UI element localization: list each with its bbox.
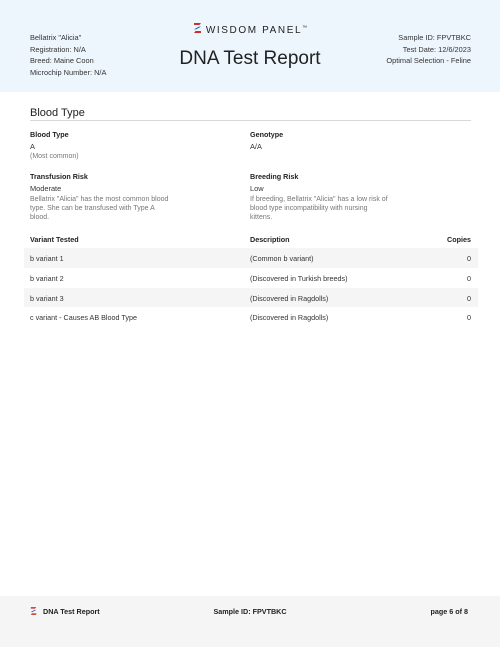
breeding-risk-value: Low xyxy=(250,184,264,193)
note-line: type. She can be transfused with Type A xyxy=(30,205,155,212)
pet-name: Bellatrix "Alicia" xyxy=(30,33,82,42)
table-row xyxy=(24,288,478,308)
breeding-risk-note xyxy=(250,195,388,222)
variant-column-header: Variant Tested xyxy=(30,235,79,244)
note-line: Bellatrix "Alicia" has the most common blood xyxy=(30,196,169,203)
section-divider xyxy=(30,120,471,121)
variant-cell: c variant - Causes AB Blood Type xyxy=(30,313,137,322)
description-cell: (Discovered in Ragdolls) xyxy=(250,293,329,303)
copies-cell: 0 xyxy=(467,254,471,263)
table-row xyxy=(24,307,478,327)
trademark-symbol: ™ xyxy=(302,25,308,31)
genotype-value: A/A xyxy=(250,142,262,151)
copies-cell: 0 xyxy=(467,274,471,283)
transfusion-risk-value: Moderate xyxy=(30,184,62,193)
copies-cell: 0 xyxy=(467,313,471,322)
table-row xyxy=(24,248,478,268)
pet-registration: Registration: N/A xyxy=(30,44,86,54)
variant-cell: b variant 2 xyxy=(30,274,64,283)
report-title: DNA Test Report xyxy=(179,48,321,69)
pet-microchip: Microchip Number: N/A xyxy=(30,67,107,77)
footer-title: DNA Test Report xyxy=(43,607,100,616)
blood-type-note: (Most common) xyxy=(30,153,79,160)
report-header xyxy=(0,0,500,92)
note-line: If breeding, Bellatrix "Alicia" has a low risk of xyxy=(250,196,388,203)
note-line: blood type incompatibility with nursing xyxy=(250,205,368,212)
page-number: page 6 of 8 xyxy=(430,607,468,616)
copies-column-header: Copies xyxy=(447,235,471,244)
transfusion-risk-note xyxy=(30,195,168,222)
section-title: Blood Type xyxy=(30,107,85,119)
wisdom-panel-logo-icon xyxy=(193,23,202,36)
description-cell: (Discovered in Ragdolls) xyxy=(250,313,329,322)
sample-info xyxy=(386,32,471,67)
blood-type-value: A xyxy=(30,142,35,151)
footer-sample-id: Sample ID: FPVTBKC xyxy=(213,607,287,616)
variant-cell: b variant 3 xyxy=(30,293,64,303)
blood-type-label: Blood Type xyxy=(30,130,69,139)
report-footer xyxy=(0,596,500,647)
copies-cell: 0 xyxy=(467,293,471,303)
pet-breed: Breed: Maine Coon xyxy=(30,56,94,66)
description-cell: (Common b variant) xyxy=(250,254,314,263)
note-line: blood. xyxy=(30,214,50,221)
genotype-label: Genotype xyxy=(250,130,284,139)
note-line: kittens. xyxy=(250,214,273,221)
brand-name: WISDOM PANEL xyxy=(205,25,303,37)
breeding-risk-label: Breeding Risk xyxy=(250,172,299,181)
sample-id: Sample ID: FPVTBKC xyxy=(398,33,471,42)
variant-cell: b variant 1 xyxy=(30,254,64,263)
test-selection: Optimal Selection - Feline xyxy=(386,56,471,66)
test-date: Test Date: 12/6/2023 xyxy=(402,44,471,54)
transfusion-risk-label: Transfusion Risk xyxy=(30,172,88,181)
table-row xyxy=(24,268,478,288)
description-cell: (Discovered in Turkish breeds) xyxy=(250,274,348,283)
description-column-header: Description xyxy=(250,235,290,244)
